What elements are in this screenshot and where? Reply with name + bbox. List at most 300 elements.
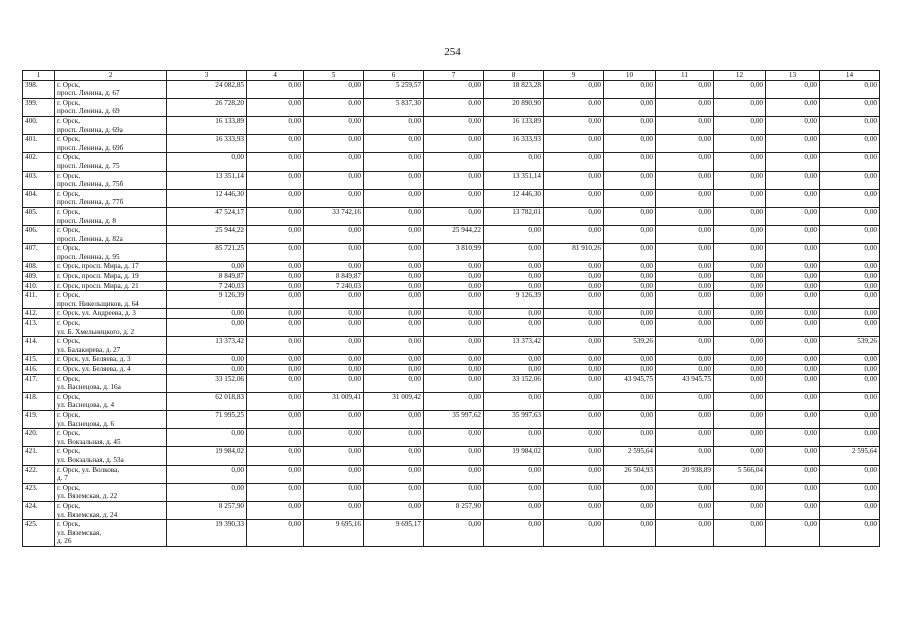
value-cell: 0,00 bbox=[247, 429, 304, 447]
row-number-cell: 401. bbox=[23, 135, 55, 153]
address-line: просп. Ленина, д. 95 bbox=[57, 252, 120, 261]
value-cell: 0,00 bbox=[364, 244, 424, 262]
value-cell: 0,00 bbox=[604, 153, 656, 171]
row-number-cell: 408. bbox=[23, 262, 55, 272]
column-header: 11 bbox=[656, 71, 714, 81]
value-cell: 0,00 bbox=[820, 80, 880, 98]
value-cell: 25 944,22 bbox=[424, 226, 484, 244]
value-cell: 0,00 bbox=[656, 291, 714, 309]
address-cell bbox=[55, 337, 167, 355]
value-cell: 16 133,89 bbox=[167, 116, 247, 134]
address-cell bbox=[55, 171, 167, 189]
value-cell: 0,00 bbox=[247, 465, 304, 483]
address-cell bbox=[55, 410, 167, 428]
row-number-cell: 409. bbox=[23, 272, 55, 282]
value-cell: 19 390,33 bbox=[167, 520, 247, 547]
value-cell: 0,00 bbox=[424, 309, 484, 319]
column-header: 8 bbox=[484, 71, 544, 81]
value-cell: 0,00 bbox=[604, 189, 656, 207]
value-cell: 0,00 bbox=[364, 226, 424, 244]
value-cell: 0,00 bbox=[714, 309, 766, 319]
value-cell: 0,00 bbox=[247, 337, 304, 355]
value-cell: 0,00 bbox=[714, 189, 766, 207]
header-row bbox=[23, 71, 880, 81]
column-header: 5 bbox=[304, 71, 364, 81]
value-cell: 43 945,75 bbox=[656, 374, 714, 392]
table-row bbox=[23, 520, 880, 547]
value-cell: 0,00 bbox=[820, 291, 880, 309]
row-number-cell: 424. bbox=[23, 501, 55, 519]
value-cell: 0,00 bbox=[766, 226, 820, 244]
value-cell: 35 997,62 bbox=[424, 410, 484, 428]
value-cell: 0,00 bbox=[820, 483, 880, 501]
value-cell: 0,00 bbox=[364, 374, 424, 392]
row-number-cell: 406. bbox=[23, 226, 55, 244]
value-cell: 13 351,14 bbox=[167, 171, 247, 189]
value-cell: 24 082,85 bbox=[167, 80, 247, 98]
value-cell: 31 009,41 bbox=[304, 392, 364, 410]
value-cell: 0,00 bbox=[604, 171, 656, 189]
value-cell: 0,00 bbox=[484, 483, 544, 501]
value-cell: 0,00 bbox=[304, 337, 364, 355]
value-cell: 0,00 bbox=[714, 291, 766, 309]
value-cell: 0,00 bbox=[714, 153, 766, 171]
table-row bbox=[23, 501, 880, 519]
column-header: 10 bbox=[604, 71, 656, 81]
value-cell: 0,00 bbox=[820, 262, 880, 272]
value-cell: 0,00 bbox=[544, 447, 604, 465]
value-cell: 0,00 bbox=[304, 116, 364, 134]
value-cell: 0,00 bbox=[766, 171, 820, 189]
value-cell: 33 152,06 bbox=[484, 374, 544, 392]
value-cell: 0,00 bbox=[544, 189, 604, 207]
value-cell: 0,00 bbox=[656, 520, 714, 547]
value-cell: 13 373,42 bbox=[484, 337, 544, 355]
value-cell: 0,00 bbox=[424, 447, 484, 465]
value-cell: 0,00 bbox=[820, 135, 880, 153]
value-cell: 0,00 bbox=[820, 189, 880, 207]
value-cell: 0,00 bbox=[424, 262, 484, 272]
value-cell: 0,00 bbox=[766, 309, 820, 319]
table-row bbox=[23, 244, 880, 262]
value-cell: 0,00 bbox=[656, 153, 714, 171]
address-cell bbox=[55, 392, 167, 410]
value-cell: 0,00 bbox=[247, 520, 304, 547]
table-row bbox=[23, 281, 880, 291]
data-table bbox=[22, 70, 880, 547]
address-line: г. Орск, bbox=[57, 429, 80, 438]
address-cell bbox=[55, 116, 167, 134]
value-cell: 0,00 bbox=[247, 365, 304, 375]
value-cell: 12 446,30 bbox=[484, 189, 544, 207]
value-cell: 0,00 bbox=[364, 410, 424, 428]
value-cell: 0,00 bbox=[424, 429, 484, 447]
value-cell: 0,00 bbox=[766, 465, 820, 483]
value-cell: 0,00 bbox=[544, 98, 604, 116]
value-cell: 0,00 bbox=[820, 153, 880, 171]
value-cell: 9 695,17 bbox=[364, 520, 424, 547]
address-cell bbox=[55, 309, 167, 319]
value-cell: 0,00 bbox=[544, 291, 604, 309]
value-cell: 0,00 bbox=[820, 207, 880, 225]
value-cell: 0,00 bbox=[714, 80, 766, 98]
value-cell: 0,00 bbox=[304, 374, 364, 392]
value-cell: 0,00 bbox=[167, 262, 247, 272]
value-cell: 8 257,90 bbox=[167, 501, 247, 519]
address-line: г. Орск, bbox=[57, 447, 80, 456]
address-line: г. Орск, bbox=[57, 244, 80, 253]
value-cell: 0,00 bbox=[544, 80, 604, 98]
address-cell bbox=[55, 262, 167, 272]
address-cell bbox=[55, 501, 167, 519]
value-cell: 20 890,90 bbox=[484, 98, 544, 116]
value-cell: 0,00 bbox=[424, 272, 484, 282]
value-cell: 0,00 bbox=[604, 483, 656, 501]
value-cell: 0,00 bbox=[304, 483, 364, 501]
value-cell: 0,00 bbox=[656, 392, 714, 410]
value-cell: 0,00 bbox=[820, 365, 880, 375]
value-cell: 0,00 bbox=[766, 374, 820, 392]
value-cell: 0,00 bbox=[247, 392, 304, 410]
value-cell: 0,00 bbox=[364, 429, 424, 447]
row-number-cell: 418. bbox=[23, 392, 55, 410]
column-header: 13 bbox=[766, 71, 820, 81]
column-header: 6 bbox=[364, 71, 424, 81]
value-cell: 62 018,83 bbox=[167, 392, 247, 410]
value-cell: 0,00 bbox=[766, 520, 820, 547]
value-cell: 0,00 bbox=[247, 189, 304, 207]
address-line: г. Орск, bbox=[57, 374, 80, 383]
value-cell: 0,00 bbox=[247, 244, 304, 262]
value-cell: 0,00 bbox=[304, 319, 364, 337]
value-cell: 0,00 bbox=[820, 355, 880, 365]
value-cell: 539,26 bbox=[820, 337, 880, 355]
value-cell: 0,00 bbox=[714, 392, 766, 410]
value-cell: 0,00 bbox=[544, 171, 604, 189]
address-line: просп. Ленина, д. 77б bbox=[57, 198, 124, 207]
value-cell: 0,00 bbox=[714, 207, 766, 225]
table-row bbox=[23, 355, 880, 365]
value-cell: 0,00 bbox=[656, 429, 714, 447]
value-cell: 0,00 bbox=[604, 365, 656, 375]
value-cell: 0,00 bbox=[484, 365, 544, 375]
value-cell: 0,00 bbox=[714, 226, 766, 244]
column-header: 3 bbox=[167, 71, 247, 81]
address-line: просп. Ленина, д. 75б bbox=[57, 180, 124, 189]
row-number-cell: 414. bbox=[23, 337, 55, 355]
value-cell: 0,00 bbox=[820, 501, 880, 519]
address-line: ул. Вокзальная, д. 45 bbox=[57, 437, 121, 446]
address-line: ул. Васнецова, д. 6 bbox=[57, 419, 115, 428]
value-cell: 0,00 bbox=[544, 135, 604, 153]
value-cell: 539,26 bbox=[604, 337, 656, 355]
value-cell: 0,00 bbox=[484, 520, 544, 547]
value-cell: 0,00 bbox=[656, 171, 714, 189]
row-number-cell: 407. bbox=[23, 244, 55, 262]
value-cell: 0,00 bbox=[484, 281, 544, 291]
value-cell: 0,00 bbox=[656, 337, 714, 355]
value-cell: 0,00 bbox=[820, 171, 880, 189]
value-cell: 0,00 bbox=[714, 483, 766, 501]
address-line: г. Орск, просп. Мира, д. 21 bbox=[57, 281, 139, 290]
value-cell: 13 782,01 bbox=[484, 207, 544, 225]
value-cell: 0,00 bbox=[604, 319, 656, 337]
value-cell: 0,00 bbox=[424, 483, 484, 501]
value-cell: 0,00 bbox=[766, 80, 820, 98]
value-cell: 0,00 bbox=[714, 281, 766, 291]
value-cell: 0,00 bbox=[304, 135, 364, 153]
table-row bbox=[23, 153, 880, 171]
value-cell: 0,00 bbox=[424, 392, 484, 410]
table-row bbox=[23, 189, 880, 207]
address-line: г. Орск, bbox=[57, 337, 80, 346]
address-line: г. Орск, bbox=[57, 80, 80, 89]
value-cell: 0,00 bbox=[167, 465, 247, 483]
value-cell: 43 945,75 bbox=[604, 374, 656, 392]
value-cell: 26 504,93 bbox=[604, 465, 656, 483]
value-cell: 26 728,20 bbox=[167, 98, 247, 116]
value-cell: 0,00 bbox=[304, 80, 364, 98]
value-cell: 0,00 bbox=[820, 309, 880, 319]
address-cell bbox=[55, 135, 167, 153]
address-line: г. Орск, bbox=[57, 135, 80, 144]
value-cell: 0,00 bbox=[544, 207, 604, 225]
value-cell: 0,00 bbox=[167, 483, 247, 501]
value-cell: 0,00 bbox=[167, 153, 247, 171]
address-line: г. Орск, ул. Беляева, д. 4 bbox=[57, 365, 131, 373]
value-cell: 0,00 bbox=[656, 262, 714, 272]
value-cell: 0,00 bbox=[364, 337, 424, 355]
value-cell: 85 721,25 bbox=[167, 244, 247, 262]
value-cell: 0,00 bbox=[304, 153, 364, 171]
value-cell: 0,00 bbox=[364, 135, 424, 153]
table-row bbox=[23, 291, 880, 309]
address-cell bbox=[55, 189, 167, 207]
value-cell: 0,00 bbox=[766, 337, 820, 355]
address-line: г. Орск, просп. Мира, д. 17 bbox=[57, 262, 139, 271]
value-cell: 5 837,30 bbox=[364, 98, 424, 116]
value-cell: 0,00 bbox=[484, 319, 544, 337]
value-cell: 0,00 bbox=[714, 135, 766, 153]
table-row bbox=[23, 309, 880, 319]
value-cell: 0,00 bbox=[364, 483, 424, 501]
row-number-cell: 422. bbox=[23, 465, 55, 483]
row-number-cell: 425. bbox=[23, 520, 55, 547]
address-line: г. Орск, bbox=[57, 189, 80, 198]
row-number-cell: 419. bbox=[23, 410, 55, 428]
value-cell: 0,00 bbox=[714, 355, 766, 365]
address-line: ул. Б. Хмельницкого, д. 2 bbox=[57, 327, 135, 336]
table-row bbox=[23, 272, 880, 282]
address-line: просп. Ленина, д. 67 bbox=[57, 89, 120, 98]
address-line: г. Орск, bbox=[57, 520, 80, 529]
value-cell: 33 742,16 bbox=[304, 207, 364, 225]
address-line: просп. Ленина, д. 8 bbox=[57, 216, 117, 225]
column-header: 9 bbox=[544, 71, 604, 81]
column-header: 2 bbox=[55, 71, 167, 81]
value-cell: 0,00 bbox=[604, 80, 656, 98]
address-cell bbox=[55, 374, 167, 392]
table-row bbox=[23, 171, 880, 189]
value-cell: 0,00 bbox=[424, 80, 484, 98]
address-line: г. Орск, bbox=[57, 116, 80, 125]
value-cell: 0,00 bbox=[247, 374, 304, 392]
value-cell: 0,00 bbox=[484, 226, 544, 244]
value-cell: 0,00 bbox=[364, 262, 424, 272]
row-number-cell: 398. bbox=[23, 80, 55, 98]
value-cell: 16 333,93 bbox=[484, 135, 544, 153]
value-cell: 0,00 bbox=[304, 189, 364, 207]
value-cell: 0,00 bbox=[544, 410, 604, 428]
value-cell: 0,00 bbox=[604, 226, 656, 244]
address-line: г. Орск, просп. Мира, д. 19 bbox=[57, 272, 139, 281]
table-row bbox=[23, 392, 880, 410]
value-cell: 0,00 bbox=[424, 291, 484, 309]
value-cell: 0,00 bbox=[714, 501, 766, 519]
value-cell: 0,00 bbox=[304, 429, 364, 447]
value-cell: 0,00 bbox=[604, 116, 656, 134]
value-cell: 0,00 bbox=[656, 135, 714, 153]
value-cell: 0,00 bbox=[604, 520, 656, 547]
value-cell: 0,00 bbox=[604, 272, 656, 282]
value-cell: 0,00 bbox=[820, 374, 880, 392]
row-number-cell: 413. bbox=[23, 319, 55, 337]
column-header: 12 bbox=[714, 71, 766, 81]
address-line: г. Орск, ул. Волкова, bbox=[57, 465, 120, 474]
value-cell: 0,00 bbox=[424, 337, 484, 355]
address-line: г. Орск, bbox=[57, 291, 80, 300]
value-cell: 0,00 bbox=[484, 309, 544, 319]
value-cell: 0,00 bbox=[714, 262, 766, 272]
value-cell: 0,00 bbox=[364, 319, 424, 337]
value-cell: 8 849,87 bbox=[304, 272, 364, 282]
value-cell: 0,00 bbox=[766, 189, 820, 207]
value-cell: 9 126,39 bbox=[484, 291, 544, 309]
value-cell: 47 524,17 bbox=[167, 207, 247, 225]
value-cell: 0,00 bbox=[544, 226, 604, 244]
value-cell: 0,00 bbox=[714, 447, 766, 465]
value-cell: 0,00 bbox=[604, 244, 656, 262]
address-line: г. Орск, bbox=[57, 501, 80, 510]
value-cell: 0,00 bbox=[714, 319, 766, 337]
value-cell: 0,00 bbox=[424, 98, 484, 116]
value-cell: 0,00 bbox=[364, 309, 424, 319]
value-cell: 5 566,04 bbox=[714, 465, 766, 483]
value-cell: 0,00 bbox=[544, 309, 604, 319]
address-line: г. Орск, bbox=[57, 410, 80, 419]
value-cell: 0,00 bbox=[714, 244, 766, 262]
value-cell: 0,00 bbox=[604, 429, 656, 447]
value-cell: 0,00 bbox=[247, 355, 304, 365]
value-cell: 0,00 bbox=[247, 319, 304, 337]
address-line: г. Орск, bbox=[57, 171, 80, 180]
value-cell: 0,00 bbox=[364, 207, 424, 225]
address-line: просп. Ленина, д. 75 bbox=[57, 161, 120, 170]
value-cell: 0,00 bbox=[484, 244, 544, 262]
value-cell: 0,00 bbox=[304, 262, 364, 272]
value-cell: 8 257,90 bbox=[424, 501, 484, 519]
address-cell bbox=[55, 281, 167, 291]
column-header: 14 bbox=[820, 71, 880, 81]
value-cell: 0,00 bbox=[484, 392, 544, 410]
value-cell: 0,00 bbox=[656, 244, 714, 262]
value-cell: 0,00 bbox=[820, 116, 880, 134]
value-cell: 18 823,28 bbox=[484, 80, 544, 98]
value-cell: 0,00 bbox=[544, 429, 604, 447]
table-row bbox=[23, 365, 880, 375]
address-line: просп. Ленина, д. 69б bbox=[57, 143, 124, 152]
value-cell: 13 351,14 bbox=[484, 171, 544, 189]
value-cell: 0,00 bbox=[544, 465, 604, 483]
value-cell: 16 333,93 bbox=[167, 135, 247, 153]
value-cell: 0,00 bbox=[167, 319, 247, 337]
value-cell: 0,00 bbox=[424, 207, 484, 225]
address-cell bbox=[55, 98, 167, 116]
value-cell: 0,00 bbox=[167, 355, 247, 365]
row-number-cell: 415. bbox=[23, 355, 55, 365]
value-cell: 0,00 bbox=[304, 447, 364, 465]
value-cell: 0,00 bbox=[247, 447, 304, 465]
value-cell: 0,00 bbox=[766, 98, 820, 116]
address-line: просп. Ленина, д. 82а bbox=[57, 234, 123, 243]
value-cell: 0,00 bbox=[247, 410, 304, 428]
value-cell: 0,00 bbox=[304, 465, 364, 483]
value-cell: 0,00 bbox=[820, 98, 880, 116]
table-row bbox=[23, 319, 880, 337]
table-row bbox=[23, 80, 880, 98]
address-cell bbox=[55, 244, 167, 262]
value-cell: 8 849,87 bbox=[167, 272, 247, 282]
value-cell: 0,00 bbox=[364, 365, 424, 375]
value-cell: 0,00 bbox=[604, 410, 656, 428]
value-cell: 0,00 bbox=[820, 429, 880, 447]
value-cell: 0,00 bbox=[714, 337, 766, 355]
value-cell: 0,00 bbox=[656, 483, 714, 501]
row-number-cell: 417. bbox=[23, 374, 55, 392]
value-cell: 0,00 bbox=[656, 319, 714, 337]
value-cell: 0,00 bbox=[766, 501, 820, 519]
value-cell: 0,00 bbox=[304, 355, 364, 365]
value-cell: 0,00 bbox=[247, 207, 304, 225]
value-cell: 0,00 bbox=[656, 309, 714, 319]
address-line: ул. Васнецова, д. 4 bbox=[57, 401, 115, 410]
value-cell: 0,00 bbox=[544, 365, 604, 375]
value-cell: 0,00 bbox=[424, 281, 484, 291]
value-cell: 0,00 bbox=[544, 374, 604, 392]
value-cell: 81 910,26 bbox=[544, 244, 604, 262]
value-cell: 0,00 bbox=[544, 483, 604, 501]
value-cell: 0,00 bbox=[247, 281, 304, 291]
address-line: г. Орск, ул. Андреева, д. 3 bbox=[57, 309, 136, 318]
value-cell: 0,00 bbox=[247, 272, 304, 282]
value-cell: 0,00 bbox=[424, 153, 484, 171]
value-cell: 0,00 bbox=[484, 465, 544, 483]
value-cell: 0,00 bbox=[364, 281, 424, 291]
value-cell: 0,00 bbox=[714, 374, 766, 392]
value-cell: 0,00 bbox=[304, 226, 364, 244]
value-cell: 0,00 bbox=[544, 116, 604, 134]
row-number-cell: 423. bbox=[23, 483, 55, 501]
value-cell: 0,00 bbox=[820, 410, 880, 428]
value-cell: 5 259,57 bbox=[364, 80, 424, 98]
value-cell: 0,00 bbox=[304, 410, 364, 428]
value-cell: 0,00 bbox=[484, 501, 544, 519]
address-line: г. Орск, bbox=[57, 98, 80, 107]
value-cell: 0,00 bbox=[484, 429, 544, 447]
value-cell: 19 984,02 bbox=[484, 447, 544, 465]
value-cell: 31 009,42 bbox=[364, 392, 424, 410]
table-row bbox=[23, 447, 880, 465]
